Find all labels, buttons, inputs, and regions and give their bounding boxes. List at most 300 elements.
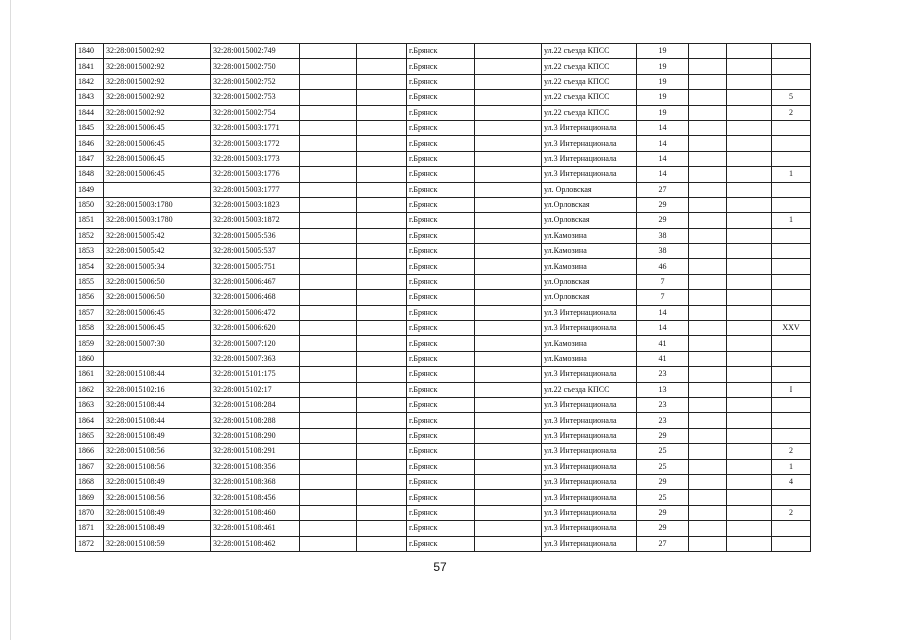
table-cell: г.Брянск xyxy=(407,459,475,474)
table-cell xyxy=(357,351,407,366)
table-cell: 1852 xyxy=(76,228,104,243)
table-cell xyxy=(772,397,811,412)
table-cell xyxy=(689,259,727,274)
table-cell: 41 xyxy=(637,351,689,366)
table-cell: 32:28:0015003:1872 xyxy=(211,213,300,228)
table-cell xyxy=(357,336,407,351)
table-cell: 32:28:0015007:30 xyxy=(104,336,211,351)
table-cell xyxy=(772,151,811,166)
table-row xyxy=(76,336,811,351)
table-cell xyxy=(475,521,542,536)
table-cell xyxy=(357,444,407,459)
table-cell: 32:28:0015002:752 xyxy=(211,74,300,89)
table-cell xyxy=(689,305,727,320)
table-cell xyxy=(727,444,772,459)
table-cell: 14 xyxy=(637,151,689,166)
table-cell: г.Брянск xyxy=(407,444,475,459)
table-cell xyxy=(104,351,211,366)
table-cell: 32:28:0015002:92 xyxy=(104,74,211,89)
table-cell: 32:28:0015108:44 xyxy=(104,397,211,412)
table-row xyxy=(76,120,811,135)
table-cell: 32:28:0015108:49 xyxy=(104,521,211,536)
table-cell: 32:28:0015006:620 xyxy=(211,321,300,336)
table-cell xyxy=(300,521,357,536)
table-cell: 1865 xyxy=(76,428,104,443)
table-row xyxy=(76,382,811,397)
table-cell: 32:28:0015003:1777 xyxy=(211,182,300,197)
table-cell xyxy=(357,474,407,489)
table-cell xyxy=(772,290,811,305)
table-cell: ул.Камозина xyxy=(542,244,637,259)
table-cell: 32:28:0015006:45 xyxy=(104,151,211,166)
table-cell xyxy=(475,74,542,89)
table-cell xyxy=(727,74,772,89)
table-cell: 1862 xyxy=(76,382,104,397)
table-cell: 1841 xyxy=(76,59,104,74)
table-cell: 19 xyxy=(637,105,689,120)
table-cell: ул.Орловская xyxy=(542,197,637,212)
table-cell xyxy=(475,136,542,151)
table-cell xyxy=(357,59,407,74)
table-cell: г.Брянск xyxy=(407,120,475,135)
table-cell xyxy=(689,336,727,351)
table-cell: г.Брянск xyxy=(407,74,475,89)
table-row xyxy=(76,505,811,520)
table-cell xyxy=(727,59,772,74)
table-cell: г.Брянск xyxy=(407,367,475,382)
table-cell xyxy=(300,536,357,551)
table-cell xyxy=(104,182,211,197)
table-cell xyxy=(300,213,357,228)
table-cell: ул.Камозина xyxy=(542,336,637,351)
table-cell: ул.3 Интернационала xyxy=(542,136,637,151)
table-cell: 14 xyxy=(637,120,689,135)
table-row xyxy=(76,444,811,459)
table-cell: ул.22 съезда КПСС xyxy=(542,59,637,74)
table-cell xyxy=(357,367,407,382)
table-cell: 4 xyxy=(772,474,811,489)
table-cell xyxy=(357,167,407,182)
table-row xyxy=(76,44,811,59)
table-cell: г.Брянск xyxy=(407,336,475,351)
table-cell xyxy=(300,459,357,474)
table-cell: 1859 xyxy=(76,336,104,351)
table-cell: ул.Орловская xyxy=(542,274,637,289)
table-cell xyxy=(475,428,542,443)
table-cell: 32:28:0015108:49 xyxy=(104,428,211,443)
table-cell xyxy=(727,321,772,336)
table-cell: XXV xyxy=(772,321,811,336)
table-cell: 14 xyxy=(637,321,689,336)
table-cell xyxy=(727,367,772,382)
table-cell: ул.3 Интернационала xyxy=(542,397,637,412)
table-row xyxy=(76,459,811,474)
table-cell xyxy=(357,259,407,274)
table-cell: 32:28:0015003:1823 xyxy=(211,197,300,212)
table-cell xyxy=(727,136,772,151)
table-cell: ул.Камозина xyxy=(542,259,637,274)
table-cell xyxy=(689,44,727,59)
table-cell xyxy=(689,367,727,382)
table-cell: 1850 xyxy=(76,197,104,212)
table-cell xyxy=(689,490,727,505)
table-cell xyxy=(689,444,727,459)
table-cell xyxy=(689,428,727,443)
table-cell xyxy=(357,182,407,197)
table-cell xyxy=(357,274,407,289)
table-cell xyxy=(727,459,772,474)
table-row xyxy=(76,59,811,74)
table-cell xyxy=(727,521,772,536)
table-cell xyxy=(475,397,542,412)
table-cell xyxy=(475,290,542,305)
table-cell: 32:28:0015108:356 xyxy=(211,459,300,474)
table-cell xyxy=(772,74,811,89)
table-cell xyxy=(689,274,727,289)
table-cell xyxy=(357,244,407,259)
table-cell xyxy=(300,120,357,135)
table-cell xyxy=(689,474,727,489)
table-cell xyxy=(300,413,357,428)
table-row xyxy=(76,290,811,305)
table-cell xyxy=(300,490,357,505)
table-cell xyxy=(300,321,357,336)
table-cell xyxy=(772,367,811,382)
table-cell: 32:28:0015002:92 xyxy=(104,44,211,59)
table-cell: 32:28:0015007:363 xyxy=(211,351,300,366)
table-cell: 32:28:0015108:284 xyxy=(211,397,300,412)
table-cell xyxy=(727,305,772,320)
table-cell: 1871 xyxy=(76,521,104,536)
table-cell xyxy=(689,521,727,536)
table-row xyxy=(76,428,811,443)
table-cell: 32:28:0015003:1772 xyxy=(211,136,300,151)
table-cell xyxy=(475,444,542,459)
table-cell xyxy=(727,167,772,182)
page-number: 57 xyxy=(433,560,447,574)
table-cell xyxy=(357,397,407,412)
table-cell xyxy=(727,382,772,397)
table-cell: ул.3 Интернационала xyxy=(542,459,637,474)
table-row xyxy=(76,259,811,274)
table-cell xyxy=(689,321,727,336)
table-cell: 25 xyxy=(637,490,689,505)
table-cell xyxy=(357,459,407,474)
table-cell: 32:28:0015005:42 xyxy=(104,228,211,243)
table-cell: г.Брянск xyxy=(407,382,475,397)
table-cell: 32:28:0015003:1780 xyxy=(104,213,211,228)
table-cell xyxy=(772,413,811,428)
table-row xyxy=(76,351,811,366)
table-cell xyxy=(772,120,811,135)
table-cell: г.Брянск xyxy=(407,228,475,243)
table-cell xyxy=(727,44,772,59)
table-cell: ул.3 Интернационала xyxy=(542,120,637,135)
table-cell xyxy=(300,244,357,259)
table-cell xyxy=(300,274,357,289)
table-cell: 7 xyxy=(637,290,689,305)
table-cell: 1855 xyxy=(76,274,104,289)
table-row xyxy=(76,90,811,105)
table-cell xyxy=(727,244,772,259)
table-cell: г.Брянск xyxy=(407,397,475,412)
table-cell xyxy=(689,197,727,212)
table-cell xyxy=(727,474,772,489)
table-cell xyxy=(727,182,772,197)
table-cell xyxy=(475,182,542,197)
table-cell xyxy=(300,44,357,59)
table-cell: 1857 xyxy=(76,305,104,320)
table-cell: г.Брянск xyxy=(407,90,475,105)
table-cell: 19 xyxy=(637,59,689,74)
table-row xyxy=(76,474,811,489)
table-cell: 1848 xyxy=(76,167,104,182)
table-cell: 32:28:0015108:49 xyxy=(104,474,211,489)
table-cell xyxy=(689,459,727,474)
table-cell: I xyxy=(772,382,811,397)
table-cell: 32:28:0015108:56 xyxy=(104,490,211,505)
table-cell: 1856 xyxy=(76,290,104,305)
table-cell xyxy=(300,290,357,305)
table-cell xyxy=(475,197,542,212)
table-cell xyxy=(357,105,407,120)
table-cell xyxy=(475,336,542,351)
table-cell xyxy=(357,428,407,443)
table-cell: г.Брянск xyxy=(407,321,475,336)
table-cell xyxy=(689,105,727,120)
table-cell xyxy=(475,351,542,366)
table-cell: 32:28:0015006:468 xyxy=(211,290,300,305)
table-cell: 32:28:0015108:59 xyxy=(104,536,211,551)
table-row xyxy=(76,74,811,89)
table-cell: 2 xyxy=(772,444,811,459)
table-cell: г.Брянск xyxy=(407,167,475,182)
table-cell xyxy=(727,536,772,551)
table-cell xyxy=(727,428,772,443)
table-cell: 1847 xyxy=(76,151,104,166)
table-row xyxy=(76,397,811,412)
table-cell: 32:28:0015006:45 xyxy=(104,305,211,320)
table-cell: ул.3 Интернационала xyxy=(542,474,637,489)
table-cell xyxy=(357,228,407,243)
table-cell: 1870 xyxy=(76,505,104,520)
table-cell xyxy=(727,505,772,520)
table-cell: 32:28:0015006:467 xyxy=(211,274,300,289)
table-cell: 32:28:0015102:17 xyxy=(211,382,300,397)
table-row xyxy=(76,321,811,336)
table-cell: 32:28:0015108:456 xyxy=(211,490,300,505)
table-cell xyxy=(772,490,811,505)
table-cell xyxy=(689,136,727,151)
table-cell xyxy=(357,413,407,428)
table-row xyxy=(76,274,811,289)
table-cell xyxy=(689,290,727,305)
table-cell: 32:28:0015006:50 xyxy=(104,274,211,289)
table-cell xyxy=(357,321,407,336)
table-cell: г.Брянск xyxy=(407,136,475,151)
table-cell: г.Брянск xyxy=(407,521,475,536)
table-cell xyxy=(475,274,542,289)
table-cell xyxy=(357,213,407,228)
table-row xyxy=(76,490,811,505)
table-cell xyxy=(772,351,811,366)
table-cell xyxy=(357,136,407,151)
table-cell: ул.3 Интернационала xyxy=(542,413,637,428)
table-cell xyxy=(300,105,357,120)
table-cell xyxy=(689,228,727,243)
table-row xyxy=(76,136,811,151)
table-cell: 1867 xyxy=(76,459,104,474)
table-cell: 2 xyxy=(772,105,811,120)
table-cell xyxy=(475,321,542,336)
table-cell: ул.22 съезда КПСС xyxy=(542,90,637,105)
table-cell: 32:28:0015006:45 xyxy=(104,167,211,182)
table-cell xyxy=(772,336,811,351)
table-cell xyxy=(300,367,357,382)
table-cell: г.Брянск xyxy=(407,213,475,228)
table-cell: 1840 xyxy=(76,44,104,59)
table-cell: ул.3 Интернационала xyxy=(542,367,637,382)
table-cell xyxy=(727,490,772,505)
table-cell: 32:28:0015002:92 xyxy=(104,105,211,120)
table-cell: ул.Камозина xyxy=(542,228,637,243)
table-cell xyxy=(300,474,357,489)
table-cell: 29 xyxy=(637,521,689,536)
table-cell xyxy=(357,305,407,320)
table-cell: ул.22 съезда КПСС xyxy=(542,105,637,120)
table-cell: 32:28:0015006:472 xyxy=(211,305,300,320)
table-row xyxy=(76,213,811,228)
table-cell: 25 xyxy=(637,444,689,459)
table-cell xyxy=(300,197,357,212)
table-cell xyxy=(727,105,772,120)
table-cell: 1845 xyxy=(76,120,104,135)
table-cell: 19 xyxy=(637,90,689,105)
table-cell xyxy=(727,90,772,105)
table-cell xyxy=(300,428,357,443)
table-cell xyxy=(689,397,727,412)
table-cell: 23 xyxy=(637,413,689,428)
table-row xyxy=(76,367,811,382)
table-cell: 14 xyxy=(637,167,689,182)
table-cell: 32:28:0015003:1776 xyxy=(211,167,300,182)
table-cell: ул.3 Интернационала xyxy=(542,428,637,443)
table-cell xyxy=(772,536,811,551)
table-cell xyxy=(475,505,542,520)
table-cell xyxy=(475,459,542,474)
table-cell: 32:28:0015002:92 xyxy=(104,59,211,74)
table-cell xyxy=(727,197,772,212)
table-cell: 32:28:0015002:749 xyxy=(211,44,300,59)
table-cell xyxy=(772,428,811,443)
table-cell xyxy=(772,274,811,289)
table-cell: г.Брянск xyxy=(407,259,475,274)
table-cell: 1860 xyxy=(76,351,104,366)
table-cell xyxy=(689,382,727,397)
table-cell xyxy=(475,44,542,59)
table-cell xyxy=(475,536,542,551)
table-cell: 32:28:0015102:16 xyxy=(104,382,211,397)
table-cell: 1864 xyxy=(76,413,104,428)
table-cell xyxy=(689,505,727,520)
table-cell: ул.22 съезда КПСС xyxy=(542,382,637,397)
table-cell xyxy=(475,367,542,382)
table-cell: ул. Орловская xyxy=(542,182,637,197)
table-cell: ул.Камозина xyxy=(542,351,637,366)
table-cell xyxy=(300,505,357,520)
table-cell xyxy=(357,505,407,520)
table-cell xyxy=(357,382,407,397)
table-cell xyxy=(689,151,727,166)
table-cell: 32:28:0015006:45 xyxy=(104,321,211,336)
table-cell xyxy=(772,244,811,259)
table-cell xyxy=(300,136,357,151)
table-cell: 1 xyxy=(772,459,811,474)
table-cell: ул.3 Интернационала xyxy=(542,536,637,551)
table-cell: 29 xyxy=(637,213,689,228)
table-cell: 29 xyxy=(637,474,689,489)
table-cell xyxy=(300,228,357,243)
table-cell: ул.Орловская xyxy=(542,213,637,228)
table-cell: 32:28:0015007:120 xyxy=(211,336,300,351)
table-row xyxy=(76,228,811,243)
table-cell: 1858 xyxy=(76,321,104,336)
table-cell xyxy=(772,197,811,212)
table-cell: 32:28:0015108:49 xyxy=(104,505,211,520)
table-cell xyxy=(475,244,542,259)
table-cell: 1872 xyxy=(76,536,104,551)
table-cell: 32:28:0015005:42 xyxy=(104,244,211,259)
table-cell xyxy=(475,490,542,505)
table-cell: 32:28:0015108:462 xyxy=(211,536,300,551)
table-cell xyxy=(475,59,542,74)
table-cell: 46 xyxy=(637,259,689,274)
table-cell: 32:28:0015005:751 xyxy=(211,259,300,274)
table-cell xyxy=(300,167,357,182)
table-cell xyxy=(300,336,357,351)
table-cell xyxy=(727,336,772,351)
table-cell xyxy=(300,74,357,89)
table-row xyxy=(76,151,811,166)
table-cell: 5 xyxy=(772,90,811,105)
table-cell xyxy=(689,244,727,259)
table-cell: ул.3 Интернационала xyxy=(542,521,637,536)
table-cell xyxy=(357,521,407,536)
table-cell xyxy=(475,474,542,489)
table-cell xyxy=(300,59,357,74)
table-cell: 32:28:0015002:753 xyxy=(211,90,300,105)
table-row xyxy=(76,244,811,259)
table-cell: 32:28:0015002:750 xyxy=(211,59,300,74)
table-cell xyxy=(475,259,542,274)
table-row xyxy=(76,105,811,120)
table-cell xyxy=(475,382,542,397)
table-cell xyxy=(357,536,407,551)
table-cell xyxy=(727,120,772,135)
table-cell xyxy=(300,90,357,105)
table-cell xyxy=(689,182,727,197)
scan-edge-line xyxy=(10,0,11,640)
table-cell: 32:28:0015006:50 xyxy=(104,290,211,305)
table-cell xyxy=(727,274,772,289)
table-cell: 32:28:0015002:754 xyxy=(211,105,300,120)
table-cell: 32:28:0015108:368 xyxy=(211,474,300,489)
registry-table-body xyxy=(76,44,811,552)
table-cell: 32:28:0015108:288 xyxy=(211,413,300,428)
table-cell: 38 xyxy=(637,228,689,243)
table-cell xyxy=(475,305,542,320)
table-cell: 1868 xyxy=(76,474,104,489)
